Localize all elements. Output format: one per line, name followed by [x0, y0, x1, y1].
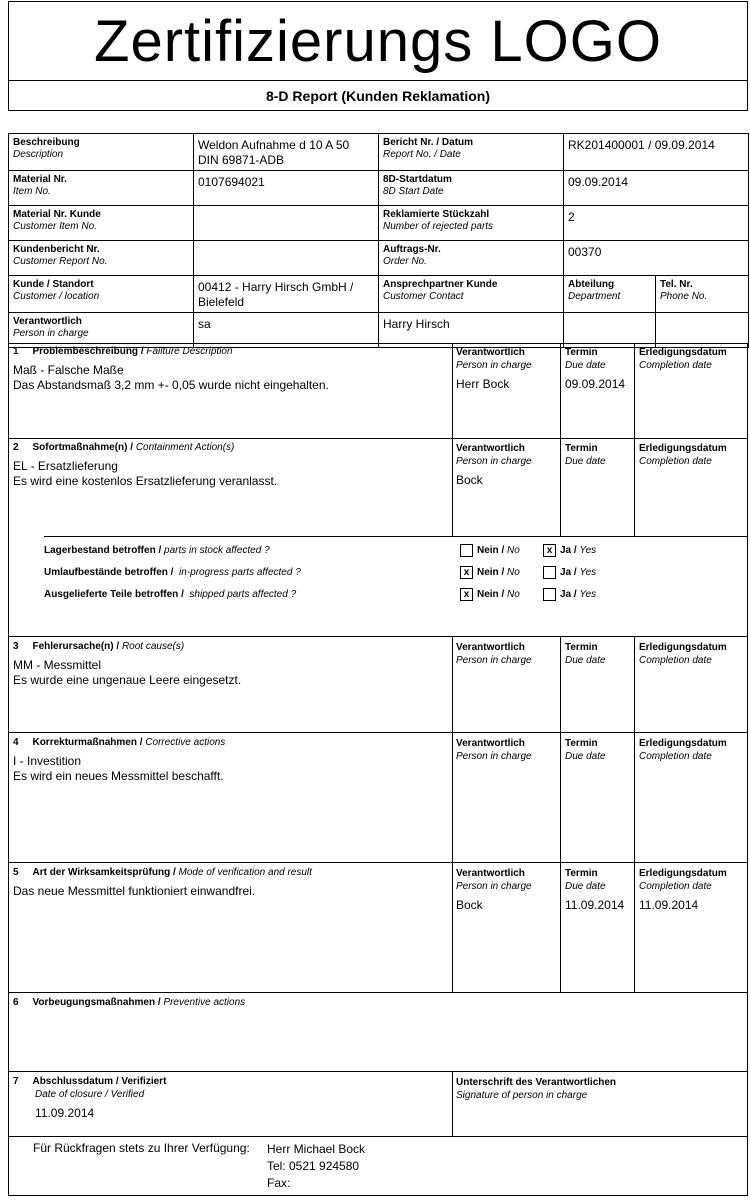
customer-report-value: [194, 241, 379, 276]
rejected-value: 2: [564, 206, 749, 241]
column-line: [560, 862, 561, 992]
column-line: [560, 438, 561, 536]
person-in-charge-label-cell: Verantwortlich Person in charge: [9, 313, 194, 348]
item-label-cell: Material Nr. Item No.: [9, 171, 194, 206]
description-label-cell: Beschreibung Description: [9, 134, 194, 171]
column-line: [452, 1071, 453, 1136]
section-4-completion: Erledigungsdatum Completion date: [639, 738, 727, 762]
section-5-responsible: Verantwortlich Person in charge Bock: [456, 868, 532, 912]
column-line: [560, 343, 561, 438]
shipped-row-label: Ausgelieferte Teile betroffen / shipped parts affected ?: [44, 589, 297, 600]
yes-option-label: Ja / Yes: [560, 567, 597, 578]
section-4-title: 4 Korrekturmaßnahmen / Corrective actions: [13, 737, 226, 748]
column-line: [560, 636, 561, 862]
section-3-responsible: Verantwortlich Person in charge: [456, 642, 532, 666]
section-3-completion: Erledigungsdatum Completion date: [639, 642, 727, 666]
section-3-content: MM - Messmittel Es wurde eine ungenaue Leere eingesetzt.: [13, 658, 242, 687]
stock-row2-no-checkbox[interactable]: x: [460, 566, 473, 579]
section-1-completion: Erledigungsdatum Completion date: [639, 347, 727, 371]
section-7-subtitle: Date of closure / Verified: [35, 1089, 145, 1100]
section-2-completion: Erledigungsdatum Completion date: [639, 443, 727, 467]
customer-report-label-cell: Kundenbericht Nr. Customer Report No.: [9, 241, 194, 276]
section-7-title: 7 Abschlussdatum / Verifiziert: [13, 1076, 167, 1087]
section-4-responsible: Verantwortlich Person in charge: [456, 738, 532, 762]
customer-item-label-cell: Material Nr. Kunde Customer Item No.: [9, 206, 194, 241]
divider: [8, 1071, 748, 1072]
no-option-label: Nein / No: [477, 567, 520, 578]
no-option-label: Nein / No: [477, 545, 520, 556]
customer-value: 00412 - Harry Hirsch GmbH / Bielefeld: [194, 276, 379, 313]
header-table: [8, 133, 749, 348]
section-3-due: Termin Due date: [565, 642, 606, 666]
customer-item-value: [194, 206, 379, 241]
no-option-label: Nein / No: [477, 589, 520, 600]
column-line: [634, 862, 635, 992]
stock-row2-yes-checkbox[interactable]: [543, 566, 556, 579]
yes-option-label: Ja / Yes: [560, 589, 597, 600]
footer-label: Für Rückfragen stets zu Ihrer Verfügung:: [33, 1141, 250, 1155]
section-5-title: 5 Art der Wirksamkeitsprüfung / Mode of verification and result: [13, 867, 312, 878]
stock-row1-yes-checkbox[interactable]: x: [543, 544, 556, 557]
divider: [8, 636, 748, 637]
order-value: 00370: [564, 241, 749, 276]
yes-option-label: Ja / Yes: [560, 545, 597, 556]
column-line: [634, 343, 635, 438]
section-2-title: 2 Sofortmaßnahme(n) / Containment Action(s): [13, 442, 235, 453]
contact-label-cell: Ansprechpartner Kunde Customer Contact: [379, 276, 564, 313]
section-4-due: Termin Due date: [565, 738, 606, 762]
divider: [8, 438, 748, 439]
column-line: [634, 636, 635, 862]
column-line: [452, 862, 453, 992]
section-3-title: 3 Fehlerursache(n) / Root cause(s): [13, 641, 185, 652]
in-progress-row-label: Umlaufbestände betroffen / in-progress parts affected ?: [44, 567, 301, 578]
description-value: Weldon Aufnahme d 10 A 50 DIN 69871-ADB: [194, 134, 379, 171]
divider: [8, 992, 748, 993]
stock-row1-no-checkbox[interactable]: [460, 544, 473, 557]
stock-row3-yes-checkbox[interactable]: [543, 588, 556, 601]
section-4-content: I - Investition Es wird ein neues Messmittel beschafft.: [13, 754, 224, 783]
section-6-title: 6 Vorbeugungsmaßnahmen / Preventive actions: [13, 997, 246, 1008]
order-label-cell: Auftrags-Nr. Order No.: [379, 241, 564, 276]
section-1-content: Maß - Falsche Maße Das Abstandsmaß 3,2 mm +- 0,05 wurde nicht eingehalten.: [13, 363, 329, 392]
divider: [8, 1136, 748, 1137]
divider: [8, 732, 748, 733]
column-line: [634, 438, 635, 536]
column-line: [452, 343, 453, 438]
section-5-completion: Erledigungsdatum Completion date 11.09.2014: [639, 868, 727, 912]
signature-field[interactable]: Unterschrift des Verantwortlichen Signature of person in charge: [456, 1077, 617, 1101]
section-2-due: Termin Due date: [565, 443, 606, 467]
column-line: [452, 438, 453, 536]
section-1-responsible: Verantwortlich Person in charge Herr Bock: [456, 347, 532, 391]
person-in-charge-value: sa: [194, 313, 379, 348]
section-1-due: Termin Due date 09.09.2014: [565, 347, 626, 391]
rejected-label-cell: Reklamierte Stückzahl Number of rejected parts: [379, 206, 564, 241]
stock-row-label: Lagerbestand betroffen / parts in stock affected ?: [44, 545, 270, 556]
footer-contact: Herr Michael Bock Tel: 0521 924580 Fax:: [267, 1142, 366, 1190]
divider: [44, 536, 748, 537]
certification-logo: Zertifizierungs LOGO: [8, 1, 748, 81]
report-title: 8-D Report (Kunden Reklamation): [8, 80, 748, 111]
column-line: [452, 636, 453, 862]
section-1-title: 1 Problembeschreibung / Failture Description: [13, 346, 233, 357]
contact-value: Harry Hirsch: [379, 313, 564, 348]
section-5-content: Das neue Messmittel funktioniert einwandfrei.: [13, 884, 256, 898]
section-2-responsible: Verantwortlich Person in charge Bock: [456, 443, 532, 487]
department-label-cell: Abteilung Department: [564, 276, 656, 313]
divider: [8, 862, 748, 863]
report-value: RK201400001 / 09.09.2014: [564, 134, 749, 171]
closure-date: 11.09.2014: [35, 1106, 95, 1120]
customer-label-cell: Kunde / Standort Customer / location: [9, 276, 194, 313]
section-5-due: Termin Due date 11.09.2014: [565, 868, 625, 912]
report-label-cell: Bericht Nr. / Datum Report No. / Date: [379, 134, 564, 171]
stock-row3-no-checkbox[interactable]: x: [460, 588, 473, 601]
start-date-value: 09.09.2014: [564, 171, 749, 206]
start-date-label-cell: 8D-Startdatum 8D Start Date: [379, 171, 564, 206]
section-2-content: EL - Ersatzlieferung Es wird eine kostenlos Ersatzlieferung veranlasst.: [13, 459, 278, 488]
phone-label-cell: Tel. Nr. Phone No.: [656, 276, 749, 313]
item-value: 0107694021: [194, 171, 379, 206]
